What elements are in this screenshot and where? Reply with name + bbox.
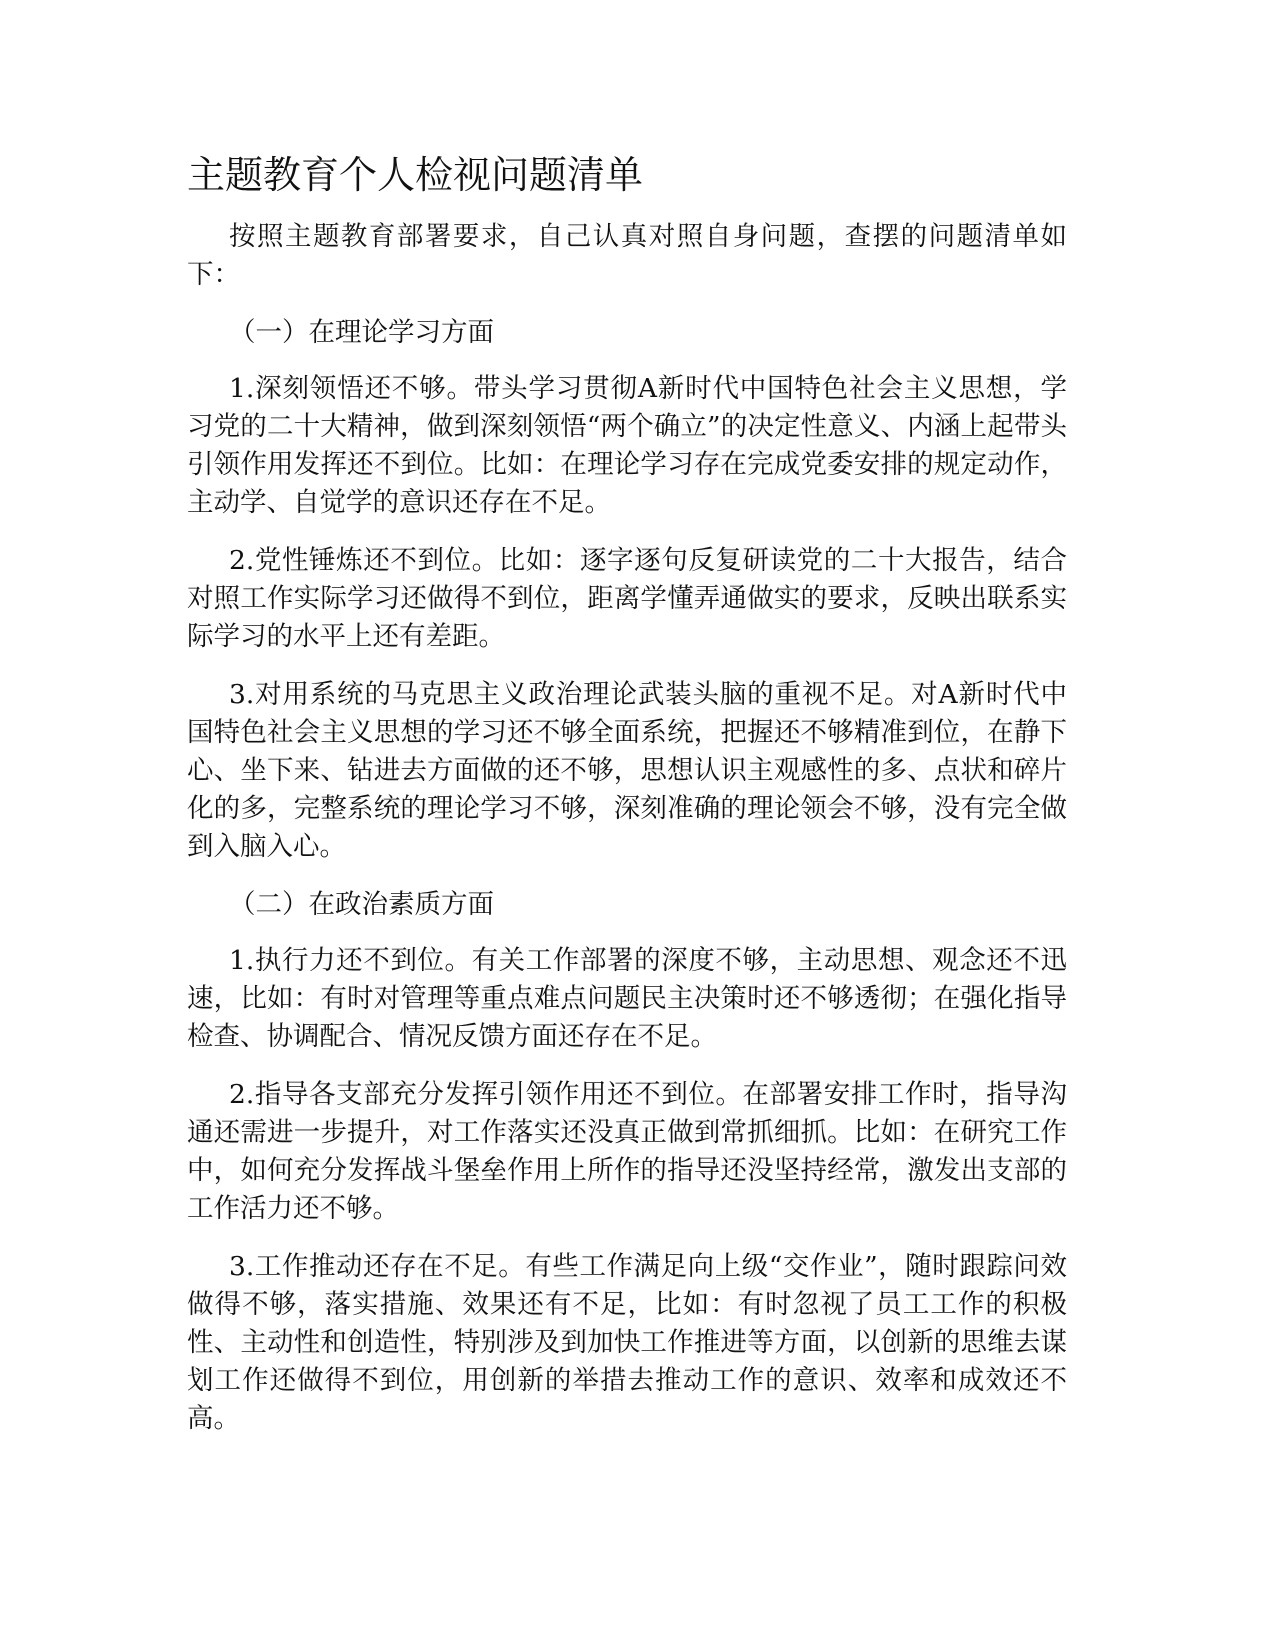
intro-paragraph: 按照主题教育部署要求，自己认真对照自身问题，查摆的问题清单如下： xyxy=(187,221,1067,290)
theory-item-1: 1.深刻领悟还不够。带头学习贯彻A新时代中国特色社会主义思想，学习党的二十大精神，做到深刻领悟“两个确立”的决定性意义、内涵上起带头引领作用发挥还不到位。比如：在理论学习存在完成党委安排的规定动作，主动学、自觉学的意识还存在不足。 xyxy=(187,373,1067,518)
document-body xyxy=(187,218,1067,1458)
theory-item-3: 3.对用系统的马克思主义政治理论武装头脑的重视不足。对A新时代中国特色社会主义思想的学习还不够全面系统，把握还不够精准到位，在静下心、坐下来、钻进去方面做的还不够，思想认识主观感性的多、点状和碎片化的多，完整系统的理论学习不够，深刻准确的理论领会不够，没有完全做到入脑入心。 xyxy=(187,679,1067,862)
section-heading-theory-study: （一）在理论学习方面 xyxy=(229,317,494,348)
political-item-2: 2.指导各支部充分发挥引领作用还不到位。在部署安排工作时，指导沟通还需进一步提升，对工作落实还没真正做到常抓细抓。比如：在研究工作中，如何充分发挥战斗堡垒作用上所作的指导还没坚持经常，激发出支部的工作活力还不够。 xyxy=(187,1079,1067,1224)
theory-item-2: 2.党性锤炼还不到位。比如：逐字逐句反复研读党的二十大报告，结合对照工作实际学习还做得不到位，距离学懂弄通做实的要求，反映出联系实际学习的水平上还有差距。 xyxy=(187,545,1067,652)
political-item-3: 3.工作推动还存在不足。有些工作满足向上级“交作业”，随时跟踪问效做得不够，落实措施、效果还有不足，比如：有时忽视了员工工作的积极性、主动性和创造性，特别涉及到加快工作推进等方面，以创新的思维去谋划工作还做得不到位，用创新的举措去推动工作的意识、效率和成效还不高。 xyxy=(187,1251,1067,1434)
political-item-1: 1.执行力还不到位。有关工作部署的深度不够，主动思想、观念还不迅速，比如：有时对管理等重点难点问题民主决策时还不够透彻；在强化指导检查、协调配合、情况反馈方面还存在不足。 xyxy=(187,945,1067,1052)
document-title: 主题教育个人检视问题清单 xyxy=(187,153,644,197)
section-heading-political-quality: （二）在政治素质方面 xyxy=(229,889,494,920)
